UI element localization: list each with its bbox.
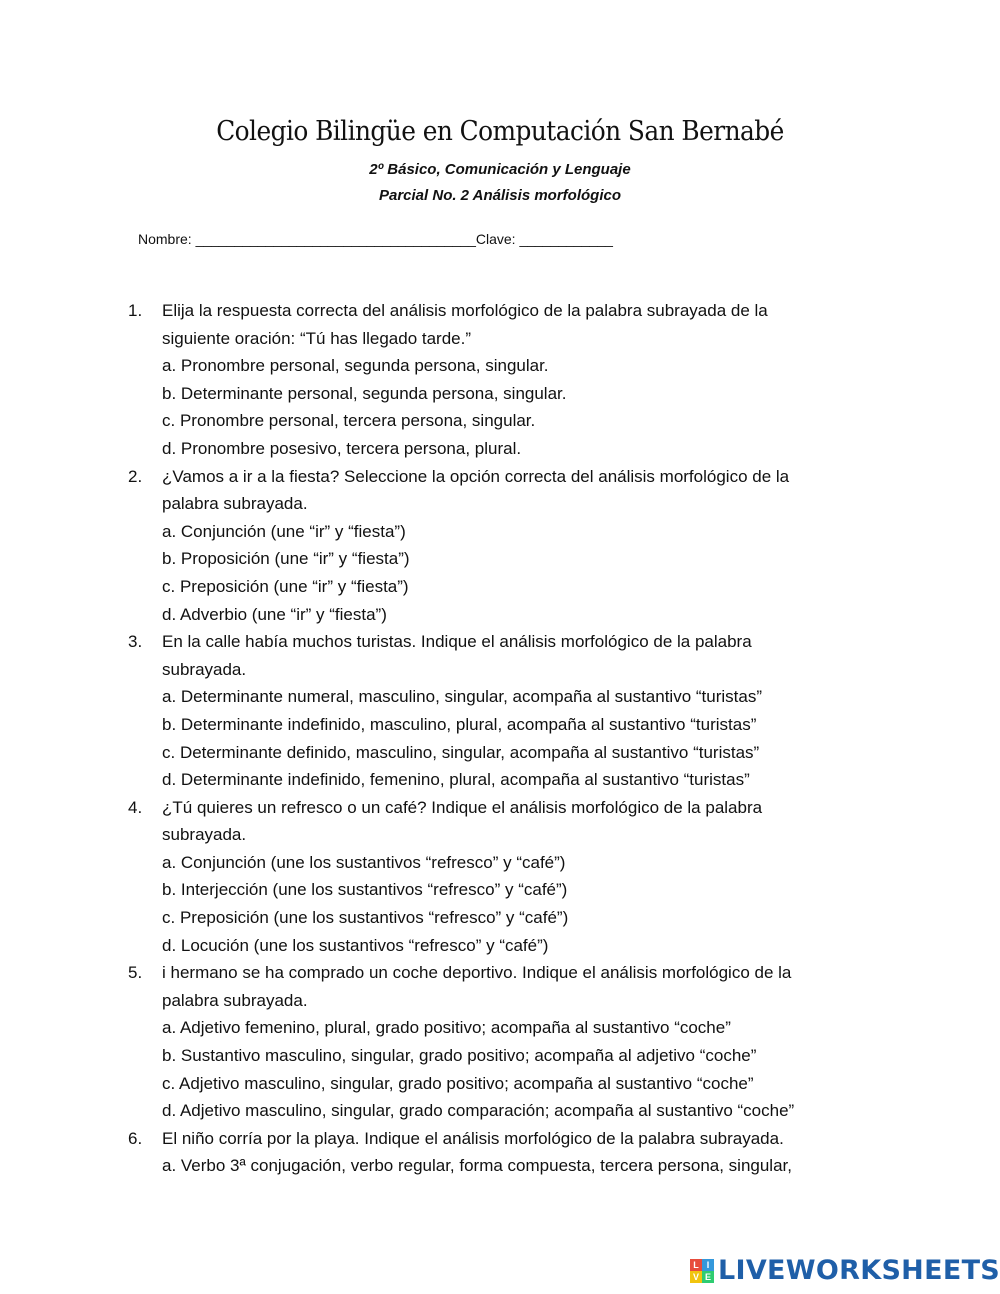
answer-option[interactable] — [0, 739, 1000, 767]
answer-option-text: d. Determinante indefinido, femenino, plural, acompaña al sustantivo “turistas” — [162, 770, 750, 790]
question-text: El niño corría por la playa. Indique el análisis morfológico de la palabra subrayada. — [162, 1128, 784, 1148]
question-list — [0, 297, 1000, 1180]
answer-option-text: d. Locución (une los sustantivos “refresco” y “café”) — [162, 935, 549, 955]
question-line — [0, 821, 1000, 849]
question-line — [0, 794, 1000, 822]
answer-option-text: a. Adjetivo femenino, plural, grado positivo; acompaña al sustantivo “coche” — [162, 1018, 731, 1038]
answer-option[interactable] — [0, 601, 1000, 629]
answer-option-text: a. Conjunción (une “ir” y “fiesta”) — [162, 521, 406, 541]
question-text: Elija la respuesta correcta del análisis morfológico de la palabra subrayada de la — [162, 301, 768, 320]
answer-option[interactable] — [0, 380, 1000, 408]
question-text: siguiente oración: “Tú has llegado tarde.” — [162, 328, 472, 348]
answer-option-text: c. Preposición (une “ir” y “fiesta”) — [162, 576, 409, 596]
liveworksheets-text: LIVEWORKSHEETS — [718, 1255, 1000, 1286]
logo-letter-tile: E — [702, 1271, 714, 1283]
question-line — [0, 463, 1000, 491]
answer-option-text: a. Conjunción (une los sustantivos “refresco” y “café”) — [162, 852, 566, 872]
question-line — [0, 490, 1000, 518]
answer-option-text: a. Pronombre personal, segunda persona, singular. — [162, 356, 549, 376]
answer-option[interactable] — [0, 766, 1000, 794]
question-text: subrayada. — [162, 659, 247, 679]
answer-option[interactable] — [0, 711, 1000, 739]
answer-option[interactable] — [0, 352, 1000, 380]
question-number: 6. — [128, 1128, 143, 1148]
school-title: Colegio Bilingüe en Computación San Bernabé — [216, 116, 784, 147]
answer-option-text: c. Pronombre personal, tercera persona, singular. — [162, 411, 536, 431]
question-line — [0, 656, 1000, 684]
question-text: palabra subrayada. — [162, 990, 308, 1010]
question-text: palabra subrayada. — [162, 494, 308, 514]
answer-option[interactable] — [0, 518, 1000, 546]
answer-option-text: b. Determinante indefinido, masculino, plural, acompaña al sustantivo “turistas” — [162, 714, 757, 734]
answer-option[interactable] — [0, 1014, 1000, 1042]
question-line — [0, 959, 1000, 987]
answer-option[interactable] — [0, 932, 1000, 960]
question-text: En la calle había muchos turistas. Indique el análisis morfológico de la palabra — [162, 632, 752, 652]
answer-option[interactable] — [0, 904, 1000, 932]
grade-subject: 2º Básico, Comunicación y Lenguaje — [369, 161, 631, 178]
logo-letter-tile: I — [702, 1259, 714, 1271]
answer-option[interactable] — [0, 435, 1000, 463]
logo-letter-tile: V — [690, 1271, 702, 1283]
question-text: ¿Vamos a ir a la fiesta? Seleccione la opción correcta del análisis morfológico de la — [162, 466, 790, 486]
question-number: 5. — [128, 963, 143, 983]
answer-option[interactable] — [0, 1152, 1000, 1180]
logo-letter-tile: L — [690, 1259, 702, 1271]
answer-option-text: d. Adjetivo masculino, singular, grado comparación; acompaña al sustantivo “coche” — [162, 1101, 795, 1121]
question-text: ¿Tú quieres un refresco o un café? Indique el análisis morfológico de la palabra — [162, 797, 763, 817]
answer-option[interactable] — [0, 407, 1000, 435]
answer-option-text: b. Determinante personal, segunda persona, singular. — [162, 383, 567, 403]
question-line — [0, 987, 1000, 1015]
question-number: 2. — [128, 466, 143, 486]
answer-option[interactable] — [0, 545, 1000, 573]
liveworksheets-logo — [690, 1255, 1000, 1286]
answer-option-text: d. Pronombre posesivo, tercera persona, plural. — [162, 438, 522, 458]
answer-option-text: d. Adverbio (une “ir” y “fiesta”) — [162, 604, 387, 624]
liveworksheets-icon — [690, 1259, 714, 1283]
exam-title: Parcial No. 2 Análisis morfológico — [378, 187, 621, 204]
answer-option[interactable] — [0, 573, 1000, 601]
question-text: i hermano se ha comprado un coche deportivo. Indique el análisis morfológico de la — [162, 963, 792, 983]
question-number: 4. — [128, 797, 143, 817]
question-text: subrayada. — [162, 825, 247, 845]
answer-option[interactable] — [0, 1070, 1000, 1098]
answer-option-text: c. Preposición (une los sustantivos “refresco” y “café”) — [162, 908, 569, 928]
answer-option-text: c. Adjetivo masculino, singular, grado positivo; acompaña al sustantivo “coche” — [162, 1073, 754, 1093]
name-and-key-line[interactable]: Nombre: ____________________________________Clave: ____________ — [138, 231, 613, 247]
answer-option[interactable] — [0, 849, 1000, 877]
answer-option-text: a. Determinante numeral, masculino, singular, acompaña al sustantivo “turistas” — [162, 687, 763, 707]
question-number: 1. — [128, 301, 143, 320]
question-line — [0, 628, 1000, 656]
answer-option-text: b. Proposición (une “ir” y “fiesta”) — [162, 549, 410, 569]
answer-option-text: a. Verbo 3ª conjugación, verbo regular, forma compuesta, tercera persona, singular, — [162, 1156, 792, 1176]
answer-option[interactable] — [0, 1097, 1000, 1125]
question-line — [0, 1125, 1000, 1153]
answer-option[interactable] — [0, 683, 1000, 711]
question-line — [0, 297, 1000, 325]
answer-option[interactable] — [0, 1042, 1000, 1070]
question-number: 3. — [128, 632, 143, 652]
question-line — [0, 325, 1000, 353]
answer-option-text: b. Sustantivo masculino, singular, grado positivo; acompaña al adjetivo “coche” — [162, 1046, 757, 1066]
answer-option-text: c. Determinante definido, masculino, singular, acompaña al sustantivo “turistas” — [162, 742, 760, 762]
answer-option-text: b. Interjección (une los sustantivos “refresco” y “café”) — [162, 880, 568, 900]
answer-option[interactable] — [0, 876, 1000, 904]
